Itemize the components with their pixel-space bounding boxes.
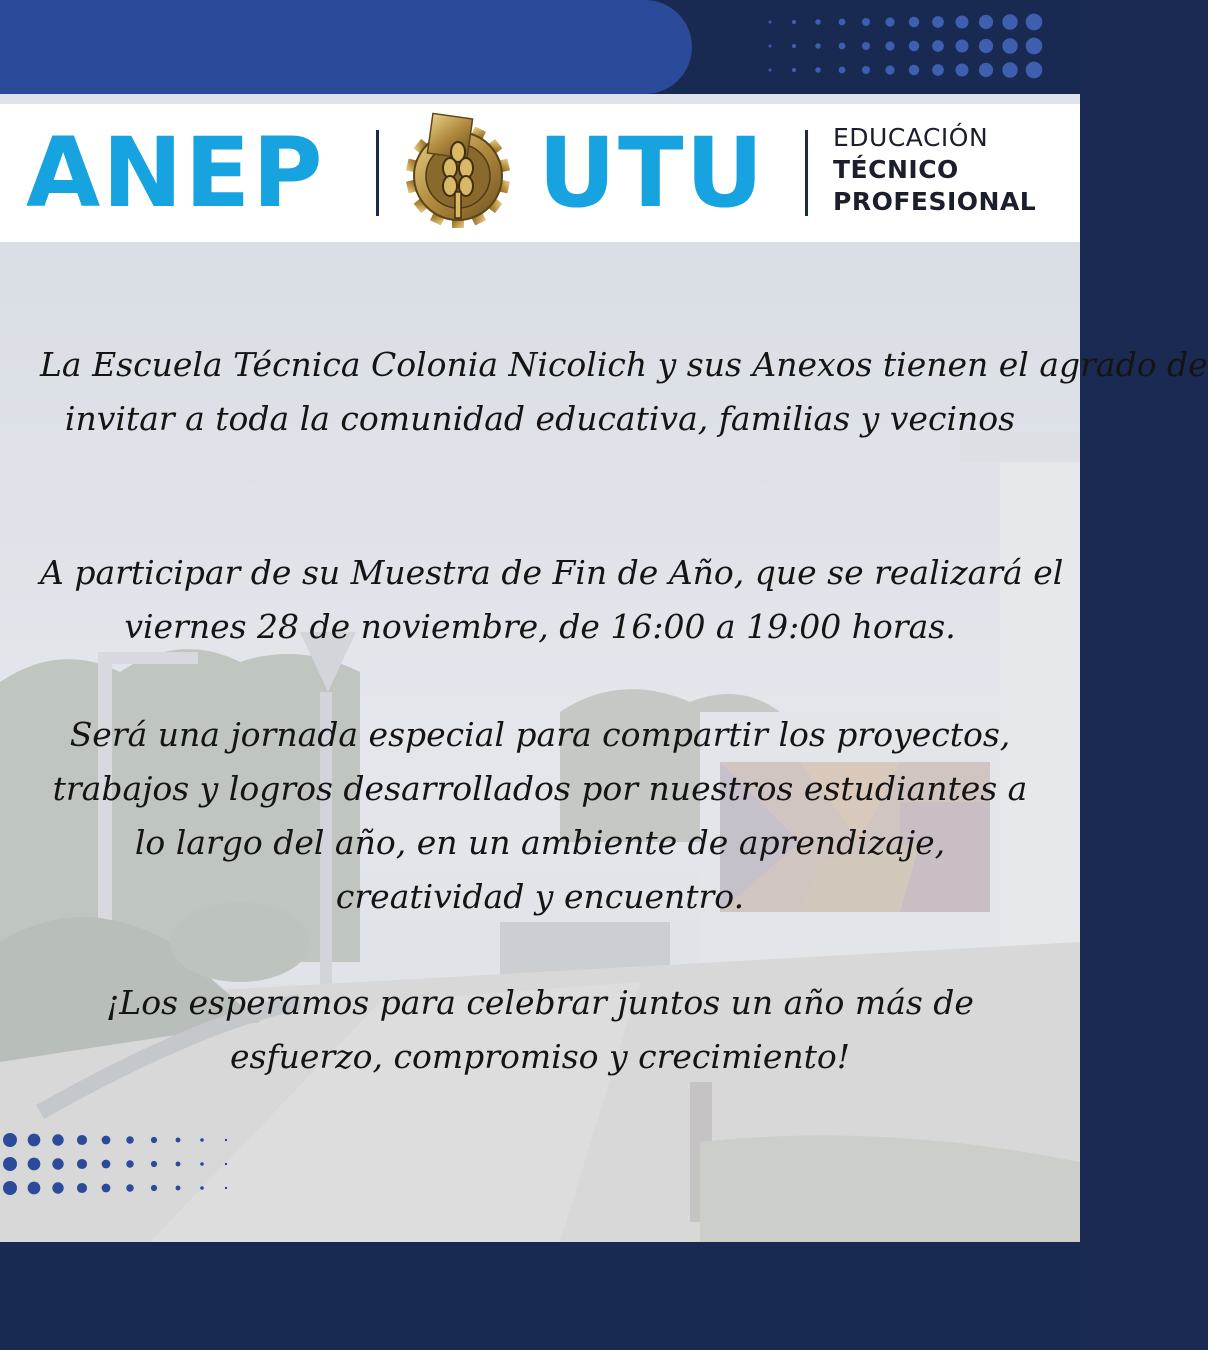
dot <box>151 1185 157 1191</box>
paragraph-line: lo largo del año, en un ambiente de aprendizaje, <box>134 823 946 862</box>
edu-subtitle <box>833 122 1036 218</box>
dot <box>126 1184 134 1192</box>
dot <box>839 19 846 26</box>
logo-divider <box>805 130 808 216</box>
dot <box>792 68 796 72</box>
dot <box>769 69 772 72</box>
paragraph-line: esfuerzo, compromiso y crecimiento! <box>230 1037 850 1076</box>
paragraph-line: A participar de su Muestra de Fin de Año, que se realizará el <box>40 553 1064 592</box>
dot <box>839 67 846 74</box>
dot <box>3 1157 17 1171</box>
dot <box>1026 14 1043 31</box>
dot <box>225 1139 227 1141</box>
dot <box>815 43 820 48</box>
subtitle-line-1: EDUCACIÓN <box>833 123 989 152</box>
dot <box>815 67 820 72</box>
dot <box>862 18 870 26</box>
dot <box>151 1161 157 1167</box>
paragraph-line: invitar a toda la comunidad educativa, familias y vecinos <box>64 399 1016 438</box>
dot <box>769 45 772 48</box>
dot <box>909 41 919 51</box>
paragraph-line: La Escuela Técnica Colonia Nicolich y sus Anexos tienen el agrado de <box>40 345 1208 384</box>
dot <box>28 1134 41 1147</box>
dot <box>151 1137 157 1143</box>
dot <box>126 1136 134 1144</box>
dot <box>885 17 894 26</box>
dot <box>3 1181 17 1195</box>
paragraph-line: Será una jornada especial para compartir los proyectos, <box>69 715 1011 754</box>
dot <box>956 16 969 29</box>
dot <box>28 1182 41 1195</box>
dot <box>792 20 796 24</box>
top-accent-pill <box>0 0 692 94</box>
dot <box>956 64 969 77</box>
dot <box>200 1138 204 1142</box>
dot <box>932 64 944 76</box>
top-separator <box>0 94 1080 104</box>
dot <box>909 65 919 75</box>
invitation-paragraph-1 <box>40 338 1208 446</box>
dot <box>885 41 894 50</box>
dot <box>769 21 772 24</box>
anep-logo: ANEP <box>26 117 325 229</box>
dot <box>52 1182 63 1193</box>
dot <box>176 1138 181 1143</box>
subtitle-line-3: PROFESIONAL <box>833 187 1037 216</box>
dot <box>225 1163 227 1165</box>
dot <box>52 1158 63 1169</box>
subtitle-line-2: TÉCNICO <box>833 155 959 184</box>
dot <box>839 43 846 50</box>
wheat-gear-emblem-icon <box>400 112 516 234</box>
dot <box>932 16 944 28</box>
dot <box>102 1136 111 1145</box>
dot <box>862 42 870 50</box>
utu-logo: UTU <box>538 117 766 229</box>
paragraph-line: viernes 28 de noviembre, de 16:00 a 19:00 horas. <box>124 607 956 646</box>
decorative-dots-icon <box>0 1130 260 1200</box>
dot <box>862 66 870 74</box>
dot <box>52 1134 63 1145</box>
dot <box>932 40 944 52</box>
dot <box>3 1133 17 1147</box>
dot <box>77 1159 87 1169</box>
invitation-paragraph-2 <box>40 546 1064 654</box>
dot <box>1002 14 1017 29</box>
dot <box>102 1184 111 1193</box>
decorative-dots-icon <box>760 8 1080 84</box>
paragraph-line: creatividad y encuentro. <box>335 877 745 916</box>
invitation-paragraph-3 <box>40 708 1040 924</box>
dot <box>792 44 796 48</box>
dot <box>102 1160 111 1169</box>
dot <box>1002 62 1017 77</box>
dot <box>225 1187 227 1189</box>
dot <box>28 1158 41 1171</box>
bottom-band <box>0 1242 1080 1350</box>
dot <box>1026 38 1043 55</box>
dot <box>909 17 919 27</box>
dot <box>77 1183 87 1193</box>
dot <box>126 1160 134 1168</box>
dot <box>979 63 993 77</box>
dot <box>176 1186 181 1191</box>
dot <box>1026 62 1043 79</box>
dot <box>200 1162 204 1166</box>
dot <box>885 65 894 74</box>
dot <box>77 1135 87 1145</box>
dot <box>979 15 993 29</box>
dot <box>1002 38 1017 53</box>
dot <box>979 39 993 53</box>
dot <box>176 1162 181 1167</box>
paragraph-line: trabajos y logros desarrollados por nuestros estudiantes a <box>52 769 1028 808</box>
dot <box>200 1186 204 1190</box>
paragraph-line: ¡Los esperamos para celebrar juntos un año más de <box>106 983 974 1022</box>
logo-divider <box>376 130 379 216</box>
dot <box>956 40 969 53</box>
invitation-paragraph-4 <box>40 976 1040 1084</box>
dot <box>815 19 820 24</box>
